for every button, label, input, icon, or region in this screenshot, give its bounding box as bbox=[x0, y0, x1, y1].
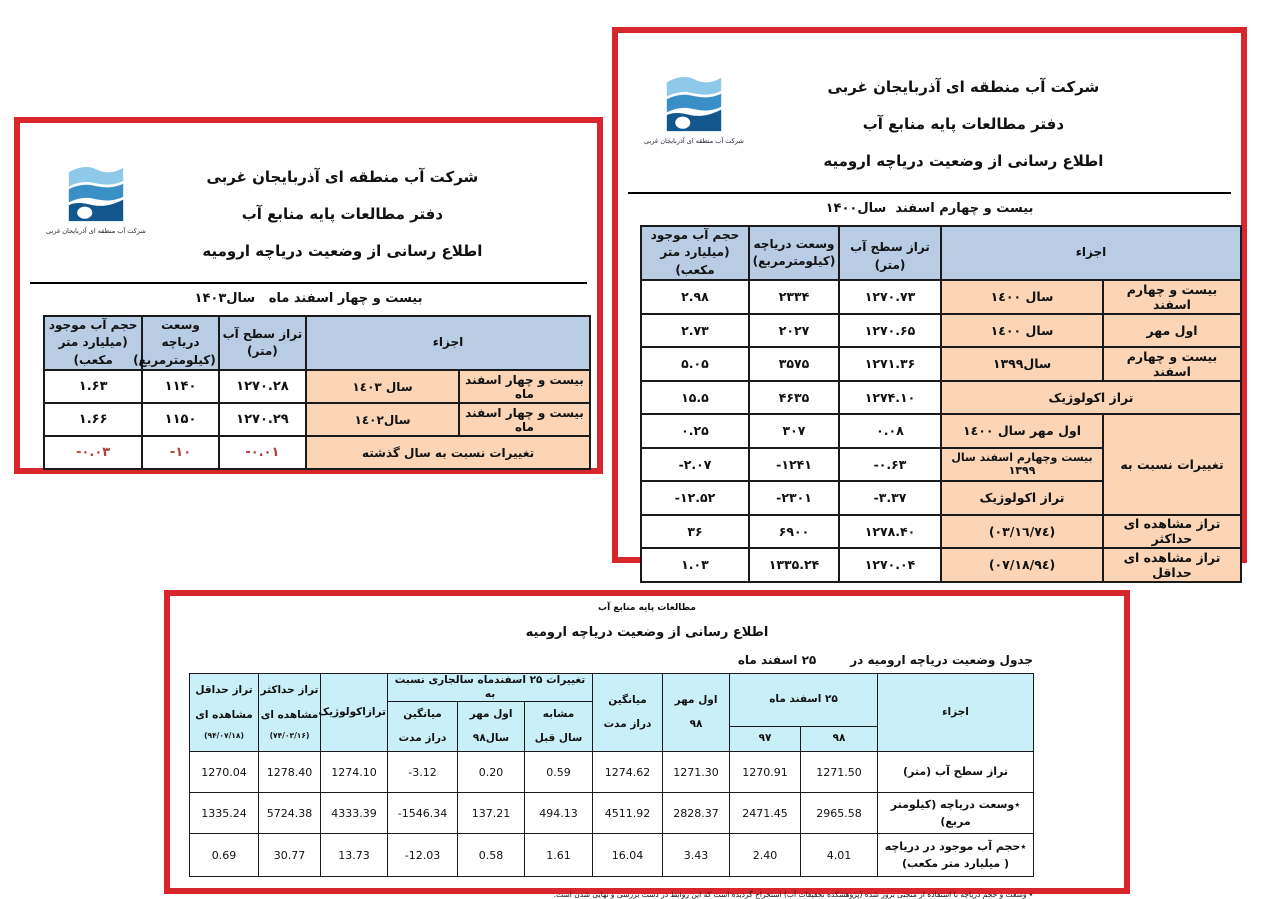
row-period: اول مهر سال ۱٤۰۰ bbox=[941, 414, 1103, 448]
row-period: سال۱٤۰۲ bbox=[306, 403, 459, 436]
volume-value: ۱.۰۳ bbox=[641, 548, 749, 582]
logo-block bbox=[20, 123, 146, 235]
col-esfand-97: ۹۷ bbox=[730, 727, 801, 752]
row-label: ٭حجم آب موجود در دریاچه ( میلیارد متر مکعب) bbox=[878, 834, 1034, 877]
mehr98-value: 3.43 bbox=[663, 834, 730, 877]
chg-prev-value: 0.59 bbox=[525, 752, 593, 793]
volume-value: ۲.۹۸ bbox=[641, 280, 749, 314]
area-value: ۲۰۲۷ bbox=[749, 314, 839, 348]
esfand97-value: 2471.45 bbox=[730, 793, 801, 834]
row-label: تغییرات نسبت به سال گذشته bbox=[306, 436, 590, 469]
header-row bbox=[44, 316, 590, 370]
table-row bbox=[44, 436, 590, 469]
area-value: ۶۹۰۰ bbox=[749, 515, 839, 549]
area-value: -۱۰ bbox=[142, 436, 218, 469]
esfand98-value: 4.01 bbox=[801, 834, 878, 877]
lake-status-summary-table bbox=[189, 673, 1034, 877]
summary-report-panel bbox=[164, 590, 1130, 899]
table-row bbox=[190, 834, 1034, 877]
summary-header-line2: اطلاع رسانی از وضعیت دریاچه ارومیه bbox=[525, 625, 769, 640]
min-value: 1335.24 bbox=[190, 793, 259, 834]
water-status-table-1403 bbox=[43, 315, 591, 470]
row-period: سال ۱٤۰۰ bbox=[941, 280, 1103, 314]
level-value: -۰.۶۳ bbox=[839, 448, 941, 482]
office-title: دفتر مطالعات پایه منابع آب bbox=[241, 205, 444, 223]
table-row bbox=[44, 403, 590, 436]
table-row bbox=[641, 314, 1241, 348]
level-value: ۱۲۷۱.۳۶ bbox=[839, 347, 941, 381]
volume-value: ۱.۶۶ bbox=[44, 403, 142, 436]
longterm-value: 1274.62 bbox=[593, 752, 663, 793]
caption-text: جدول وضعیت دریاچه ارومیه در bbox=[850, 653, 1033, 667]
area-value: ۱۱۴۰ bbox=[142, 370, 218, 403]
col-change-mehr98: اول مهر سال۹۸ bbox=[458, 702, 525, 752]
esfand98-value: 1271.50 bbox=[801, 752, 878, 793]
col-max-observed: تراز حداکثر مشاهده ای (۷۴/۰۳/۱۶) bbox=[259, 674, 321, 752]
row-group-label: تغییرات نسبت به bbox=[1103, 414, 1241, 515]
area-value: -۲۳۰۱ bbox=[749, 481, 839, 515]
esfand98-value: 2965.58 bbox=[801, 793, 878, 834]
col-lake-area: وسعت دریاچه (کیلومترمربع) bbox=[749, 226, 839, 280]
chg-longterm-value: -1546.34 bbox=[388, 793, 458, 834]
water-status-table-1400 bbox=[640, 225, 1242, 583]
col-group-25esfand: ۲۵ اسفند ماه bbox=[730, 674, 878, 727]
row-period: سال ۱٤۰۳ bbox=[306, 370, 459, 403]
row-label: تراز اکولوژیک bbox=[941, 381, 1241, 415]
row-label: اول مهر bbox=[1103, 314, 1241, 348]
chg-longterm-value: -3.12 bbox=[388, 752, 458, 793]
row-label: تراز سطح آب (متر) bbox=[878, 752, 1034, 793]
table-footnote: ٭ وسعت و حجم دریاچه با استفاده از منحنی بروز شده (پژوهشکده تحقیقات آب) استخراج گردیده است که این روابط در دست بررسی و نهایی شدن است. bbox=[553, 890, 1033, 899]
summary-header-line1: مطالعات پایه منابع آب bbox=[598, 603, 696, 613]
row-label: بیست و چهار اسفند ماه bbox=[459, 403, 590, 436]
level-value: ۱۲۷۰.۶۵ bbox=[839, 314, 941, 348]
col-mehr1-98: اول مهر ۹۸ bbox=[663, 674, 730, 752]
row-period: (۹٤/۰۷/۱۸) bbox=[941, 548, 1103, 582]
table-row bbox=[190, 752, 1034, 793]
logo-caption: شرکت آب منطقه ای آذربایجان غربی bbox=[644, 137, 744, 145]
table-row bbox=[641, 515, 1241, 549]
ecologic-value: 4333.39 bbox=[321, 793, 388, 834]
esfand97-value: 2.40 bbox=[730, 834, 801, 877]
table-row bbox=[641, 381, 1241, 415]
level-value: ۱۲۷۴.۱۰ bbox=[839, 381, 941, 415]
report-panel-1403 bbox=[14, 117, 603, 474]
row-label: تراز مشاهده ای حداکثر bbox=[1103, 515, 1241, 549]
table-row bbox=[641, 280, 1241, 314]
office-title: دفتر مطالعات پایه منابع آب bbox=[862, 115, 1065, 133]
level-value: ۱۲۷۰.۷۳ bbox=[839, 280, 941, 314]
area-value: -۱۲۴۱ bbox=[749, 448, 839, 482]
summary-table-caption bbox=[170, 653, 1033, 667]
report-title: اطلاع رسانی از وضعیت دریاچه ارومیه bbox=[823, 152, 1104, 170]
divider bbox=[628, 192, 1231, 194]
esfand97-value: 1270.91 bbox=[730, 752, 801, 793]
chg-mehr-value: 0.20 bbox=[458, 752, 525, 793]
row-period: بیست وچهارم اسفند سال ۱۳۹۹ bbox=[941, 448, 1103, 482]
chg-longterm-value: -12.03 bbox=[388, 834, 458, 877]
col-longterm-avg: میانگین دراز مدت bbox=[593, 674, 663, 752]
header-row bbox=[641, 226, 1241, 280]
letterhead-titles bbox=[744, 33, 1183, 188]
max-value: 5724.38 bbox=[259, 793, 321, 834]
letterhead bbox=[618, 33, 1241, 188]
ecologic-value: 1274.10 bbox=[321, 752, 388, 793]
level-value: -۰.۰۱ bbox=[219, 436, 306, 469]
report-title: اطلاع رسانی از وضعیت دریاچه ارومیه bbox=[202, 242, 483, 260]
area-value: ۲۳۳۴ bbox=[749, 280, 839, 314]
water-company-logo-icon bbox=[65, 163, 127, 223]
row-period: (۷٤/۰۳/۱٦) bbox=[941, 515, 1103, 549]
col-components: اجزاء bbox=[878, 674, 1034, 752]
volume-value: -۲.۰۷ bbox=[641, 448, 749, 482]
volume-value: ۳۶ bbox=[641, 515, 749, 549]
area-value: ۴۶۳۵ bbox=[749, 381, 839, 415]
header-row-1 bbox=[190, 674, 1034, 702]
letterhead bbox=[20, 123, 597, 278]
col-water-volume: حجم آب موجود (میلیارد متر مکعب) bbox=[641, 226, 749, 280]
org-title: شرکت آب منطقه ای آذربایجان غربی bbox=[827, 78, 1100, 96]
area-value: ۱۳۳۵.۲۴ bbox=[749, 548, 839, 582]
row-period: سال۱۳۹۹ bbox=[941, 347, 1103, 381]
row-label: بیست و چهارم اسفند bbox=[1103, 280, 1241, 314]
row-label: بیست و چهارم اسفند bbox=[1103, 347, 1241, 381]
table-row bbox=[190, 793, 1034, 834]
area-value: ۳۰۷ bbox=[749, 414, 839, 448]
volume-value: ۱۵.۵ bbox=[641, 381, 749, 415]
level-value: ۱۲۷۰.۰۴ bbox=[839, 548, 941, 582]
table-row bbox=[641, 414, 1241, 448]
max-value: 1278.40 bbox=[259, 752, 321, 793]
col-esfand-98: ۹۸ bbox=[801, 727, 878, 752]
volume-value: -۰.۰۳ bbox=[44, 436, 142, 469]
col-components: اجزاء bbox=[941, 226, 1241, 280]
row-period: سال ۱٤۰۰ bbox=[941, 314, 1103, 348]
mehr98-value: 2828.37 bbox=[663, 793, 730, 834]
report-date-subtitle: بیست و چهارم اسفند سال۱۴۰۰ bbox=[825, 201, 1034, 216]
table-row bbox=[641, 347, 1241, 381]
col-change-longterm: میانگین دراز مدت bbox=[388, 702, 458, 752]
col-water-level: تراز سطح آب (متر) bbox=[839, 226, 941, 280]
chg-mehr-value: 137.21 bbox=[458, 793, 525, 834]
col-components: اجزاء bbox=[306, 316, 590, 370]
level-value: ۱۲۷۸.۴۰ bbox=[839, 515, 941, 549]
col-water-volume: حجم آب موجود (میلیارد متر مکعب) bbox=[44, 316, 142, 370]
col-ecologic-level: ترازاکولوژیک bbox=[321, 674, 388, 752]
volume-value: ۱.۶۳ bbox=[44, 370, 142, 403]
col-group-changes: تغییرات ۲۵ اسفندماه سالجاری نسبت به bbox=[388, 674, 593, 702]
table-row bbox=[641, 548, 1241, 582]
divider bbox=[30, 282, 587, 284]
caption-date: ۲۵ اسفند ماه bbox=[737, 653, 817, 667]
volume-value: ۵.۰۵ bbox=[641, 347, 749, 381]
longterm-value: 4511.92 bbox=[593, 793, 663, 834]
logo-caption: شرکت آب منطقه ای آذربایجان غربی bbox=[46, 227, 146, 235]
volume-value: ۰.۲۵ bbox=[641, 414, 749, 448]
area-value: ۳۵۷۵ bbox=[749, 347, 839, 381]
chg-prev-value: 1.61 bbox=[525, 834, 593, 877]
level-value: ۰.۰۸ bbox=[839, 414, 941, 448]
level-value: -۳.۳۷ bbox=[839, 481, 941, 515]
col-change-prev-year: مشابه سال قبل bbox=[525, 702, 593, 752]
row-period: تراز اکولوژیک bbox=[941, 481, 1103, 515]
level-value: ۱۲۷۰.۲۹ bbox=[219, 403, 306, 436]
report-date-subtitle: بیست و چهار اسفند ماه سال۱۴۰۳ bbox=[194, 291, 423, 306]
mehr98-value: 1271.30 bbox=[663, 752, 730, 793]
col-water-level: تراز سطح آب (متر) bbox=[219, 316, 306, 370]
area-value: ۱۱۵۰ bbox=[142, 403, 218, 436]
org-title: شرکت آب منطقه ای آذربایجان غربی bbox=[206, 168, 479, 186]
level-value: ۱۲۷۰.۲۸ bbox=[219, 370, 306, 403]
col-min-observed: تراز حداقل مشاهده ای (۹۴/۰۷/۱۸) bbox=[190, 674, 259, 752]
chg-prev-value: 494.13 bbox=[525, 793, 593, 834]
volume-value: -۱۲.۵۲ bbox=[641, 481, 749, 515]
water-company-logo-icon bbox=[663, 73, 725, 133]
volume-value: ۲.۷۳ bbox=[641, 314, 749, 348]
row-label: ٭وسعت دریاچه (کیلومتر مربع) bbox=[878, 793, 1034, 834]
logo-block bbox=[618, 33, 744, 145]
ecologic-value: 13.73 bbox=[321, 834, 388, 877]
row-label: تراز مشاهده ای حداقل bbox=[1103, 548, 1241, 582]
table-row bbox=[44, 370, 590, 403]
row-label: بیست و چهار اسفند ماه bbox=[459, 370, 590, 403]
min-value: 0.69 bbox=[190, 834, 259, 877]
letterhead-titles bbox=[146, 123, 539, 278]
longterm-value: 16.04 bbox=[593, 834, 663, 877]
col-lake-area: وسعت دریاچه (کیلومترمربع) bbox=[142, 316, 218, 370]
min-value: 1270.04 bbox=[190, 752, 259, 793]
report-panel-1400 bbox=[612, 27, 1247, 580]
chg-mehr-value: 0.58 bbox=[458, 834, 525, 877]
max-value: 30.77 bbox=[259, 834, 321, 877]
